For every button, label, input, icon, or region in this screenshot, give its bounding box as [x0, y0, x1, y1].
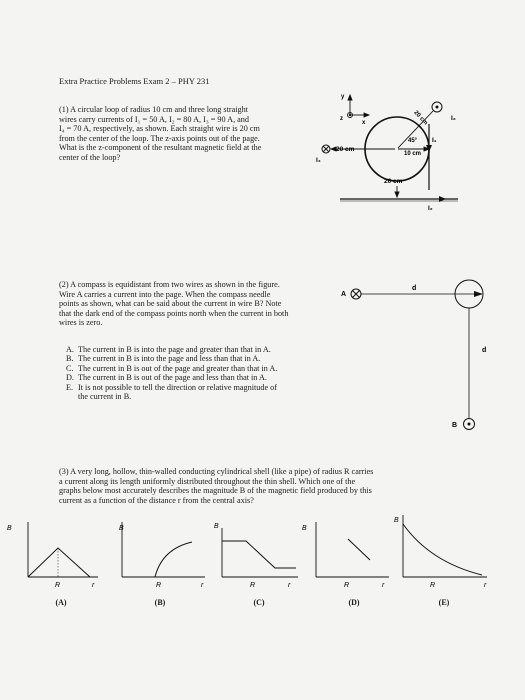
dist-left-label: 20 cm — [336, 146, 355, 153]
radius-label: 10 cm — [404, 151, 422, 157]
problem-1-line: from the center of the loop. The z-axis points out of the page. — [59, 133, 260, 143]
choice-a[interactable]: A. The current in B is into the page and greater than that in A. — [66, 345, 271, 354]
axis-y-label: y — [341, 94, 345, 100]
choice-e-continued: the current in B. — [78, 392, 132, 402]
graph-e — [403, 515, 487, 577]
problem-2-line: (2) A compass is equidistant from two wires as shown in the figure. — [59, 280, 280, 289]
graph-b-x-label: r — [201, 582, 204, 589]
graph-d-x-label: r — [382, 582, 385, 589]
graph-b — [122, 522, 205, 577]
choice-c[interactable]: C. The current in B is out of the page and greater than that in A. — [66, 363, 278, 373]
graph-e-label: (E) — [438, 598, 450, 607]
problem-1-line: What is the z-component of the resultant magnetic field at the — [59, 143, 262, 153]
graph-a — [28, 522, 98, 577]
wire-b-label: B — [452, 422, 458, 429]
problem-3-line: current as a function of the distance r from the central axis? — [59, 495, 254, 505]
graph-a-x-label: r — [92, 582, 95, 589]
problem-1-line: wires carry currents of I₁ = 50 A, I₂ = 80 A, I₃ = 90 A, and — [59, 114, 249, 124]
graph-a-y-label: B — [7, 525, 12, 532]
problem-1-line: I₄ = 70 A, respectively, as shown. Each straight wire is 20 cm — [59, 124, 260, 134]
graph-c — [222, 528, 298, 577]
graph-d-r-tick: R — [344, 582, 350, 589]
graph-c-x-label: r — [288, 582, 291, 589]
graph-a-r-tick: R — [55, 582, 61, 589]
graph-b-y-label: B — [119, 525, 124, 532]
axis-z-label: z — [340, 116, 343, 122]
label-i2: I₂ — [428, 205, 433, 212]
dist-v-label: d — [482, 347, 487, 354]
label-i4: I₄ — [316, 157, 321, 164]
dist-h-label: d — [412, 285, 417, 292]
dist-diag-label: 20 cm — [412, 109, 429, 127]
problem-2-line: wires is zero. — [59, 318, 103, 328]
problem-3-line: graphs below most accurately describes the magnitude B of the magnetic field produced by this — [59, 486, 372, 496]
page-title: Extra Practice Problems Exam 2 – PHY 231 — [59, 76, 210, 86]
problem-3-line: a current along its length uniformly distributed throughout the thin shell. Which one of the — [59, 476, 356, 486]
angle-label: 45° — [408, 138, 418, 144]
label-i3: I₃ — [451, 115, 456, 122]
graph-d-y-label: B — [302, 525, 307, 532]
graph-e-x-label: r — [484, 582, 487, 589]
problem-2-line: that the dark end of the compass points north when the current in both — [59, 308, 289, 318]
graph-e-y-label: B — [394, 517, 399, 524]
axis-x-label: x — [362, 120, 366, 126]
graph-c-r-tick: R — [250, 582, 256, 589]
problem-1-line: (1) A circular loop of radius 10 cm and three long straight — [59, 105, 248, 114]
label-i1: I₁ — [432, 137, 437, 144]
graph-b-label: (B) — [154, 598, 166, 607]
graph-e-r-tick: R — [430, 582, 436, 589]
problem-2-line: Wire A carries a current into the page. When the compass needle — [59, 289, 271, 299]
choice-b[interactable]: B. The current in B is into the page and less than that in A. — [66, 354, 261, 364]
graph-d-label: (D) — [348, 598, 360, 607]
problem-1-line: center of the loop? — [59, 152, 121, 162]
graph-d — [316, 522, 389, 577]
problem-2-line: points as shown, what can be said about the current in wire B? Note — [59, 299, 282, 309]
graph-a-label: (A) — [55, 598, 67, 607]
choice-e[interactable]: E. It is not possible to tell the direction or relative magnitude of — [66, 382, 277, 392]
graph-b-r-tick: R — [156, 582, 162, 589]
graph-c-y-label: B — [214, 523, 219, 530]
problem-3-line: (3) A very long, hollow, thin-walled conducting cylindrical shell (like a pipe) of radius R carries — [59, 467, 374, 476]
dist-bottom-label: 20 cm — [384, 178, 403, 185]
choice-d[interactable]: D. The current in B is out of the page and less than that in A. — [66, 373, 267, 383]
graph-c-label: (C) — [253, 598, 265, 607]
wire-a-label: A — [341, 291, 347, 298]
